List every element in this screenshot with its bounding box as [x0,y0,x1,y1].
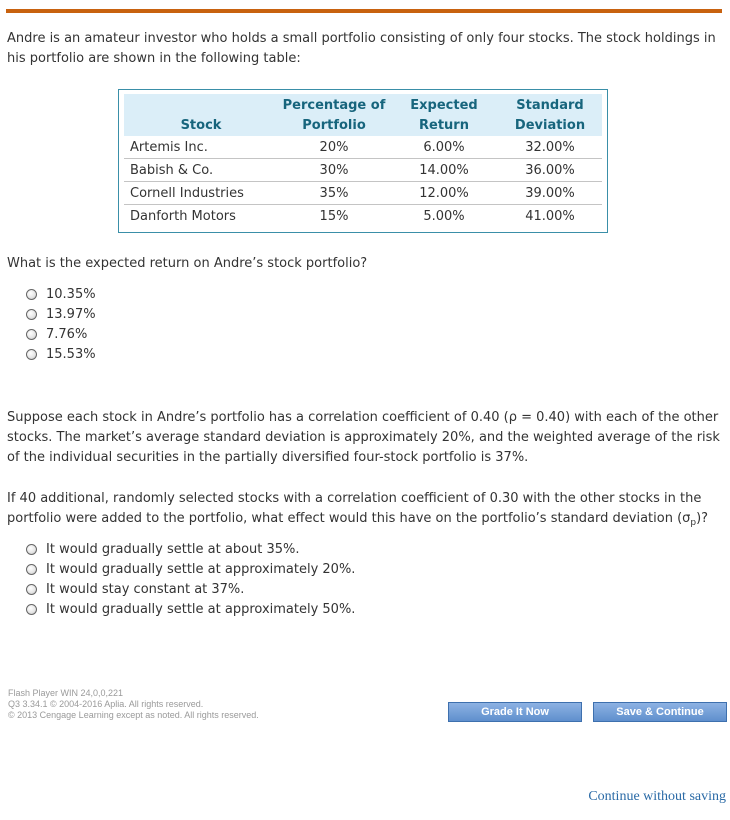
cell-return: 5.00% [423,208,465,224]
intro-paragraph: Andre is an amateur investor who holds a small portfolio consisting of only four stocks. The stock holdings in his portfolio are shown in the following table: [7,31,716,66]
cell-stock: Artemis Inc. [124,136,278,159]
question2-options [26,539,355,619]
q1-option-label: 10.35% [46,286,96,302]
q1-option[interactable] [26,284,96,304]
top-accent-bar [6,9,722,13]
q1-option-label: 7.76% [46,326,88,342]
q1-option[interactable] [26,344,96,364]
radio-button-icon[interactable] [26,604,37,615]
question1-text: What is the expected return on Andre’s stock portfolio? [7,256,368,271]
cell-deviation: 41.00% [525,208,575,224]
cell-return: 14.00% [390,159,498,182]
suppose-paragraph: Suppose each stock in Andre’s portfolio has a correlation coefficient of 0.40 (ρ = 0.40) with each of the other stocks. The market’s average standard deviation is approximately 20%, and the weighted average of the risk of the individual securities in the partially diversified four-stock portfolio is 37%. [7,410,720,465]
radio-button-icon[interactable] [26,329,37,340]
q1-option-label: 13.97% [46,306,96,322]
table-row [124,159,602,182]
q2-option[interactable] [26,539,355,559]
header-stock: Stock [124,94,278,136]
cell-deviation: 39.00% [498,182,602,205]
radio-button-icon[interactable] [26,544,37,555]
cell-stock: Danforth Motors [130,208,236,224]
table-row [124,136,602,159]
cell-stock: Babish & Co. [124,159,278,182]
q2-option-label: It would gradually settle at approximately 50%. [46,601,356,617]
cell-percentage: 20% [278,136,390,159]
footer-cengage-copyright: © 2013 Cengage Learning except as noted. All rights reserved. [8,710,259,720]
question1-options [26,284,96,364]
q2-option-label: It would gradually settle at about 35%. [46,541,300,557]
radio-button-icon[interactable] [26,289,37,300]
cell-percentage: 30% [278,159,390,182]
q2-option[interactable] [26,599,355,619]
grade-it-now-button[interactable]: Grade It Now [448,702,582,722]
radio-button-icon[interactable] [26,309,37,320]
cell-deviation: 36.00% [498,159,602,182]
header-expected-return: Expected Return [390,94,498,136]
table-row [124,182,602,205]
stock-holdings-table [124,94,602,227]
q1-option[interactable] [26,304,96,324]
q1-option-label: 15.53% [46,346,96,362]
cell-return: 12.00% [390,182,498,205]
q2-option-label: It would stay constant at 37%. [46,581,245,597]
radio-button-icon[interactable] [26,584,37,595]
question2-text: If 40 additional, randomly selected stocks with a correlation coefficient of 0.30 with the other stocks in the portfolio were added to the portfolio, what effect would this have on the portfolio’s standard deviation $(\sigma_p)$? [7,491,709,528]
q2-option[interactable] [26,559,355,579]
table-header-row [124,94,602,136]
table-row [124,205,602,228]
footer-copyright [8,688,259,721]
cell-percentage: 35% [278,182,390,205]
save-and-continue-button[interactable]: Save & Continue [593,702,727,722]
radio-button-icon[interactable] [26,349,37,360]
cell-percentage: 15% [319,208,349,224]
continue-without-saving-link[interactable]: Continue without saving [588,789,726,804]
footer-aplia-copyright: Q3 3.34.1 © 2004-2016 Aplia. All rights reserved. [8,699,204,709]
footer-flash-version: Flash Player WIN 24,0,0,221 [8,688,124,698]
cell-deviation: 32.00% [498,136,602,159]
cell-stock: Cornell Industries [124,182,278,205]
stock-table-frame [118,89,608,233]
cell-return: 6.00% [390,136,498,159]
q1-option[interactable] [26,324,96,344]
header-percentage: Percentage of Portfolio [278,94,390,136]
q2-option-label: It would gradually settle at approximately 20%. [46,561,356,577]
q2-option[interactable] [26,579,355,599]
header-std-deviation: Standard Deviation [498,94,602,136]
radio-button-icon[interactable] [26,564,37,575]
